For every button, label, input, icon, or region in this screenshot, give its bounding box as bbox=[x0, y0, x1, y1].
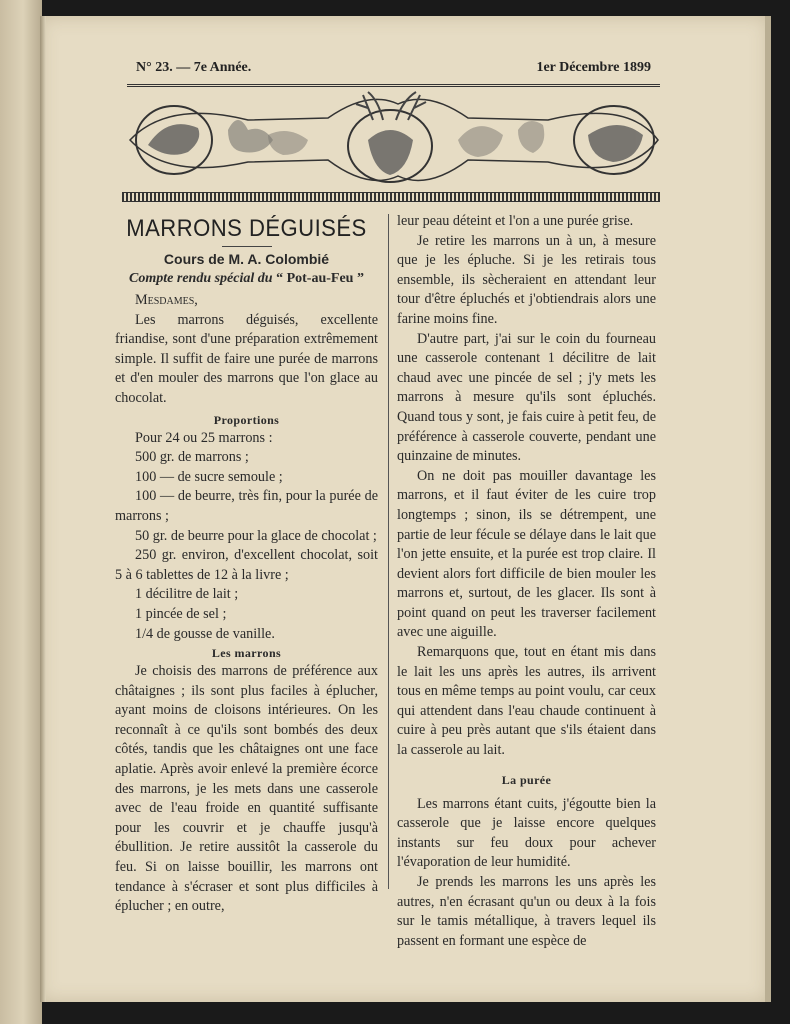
proportion-item: 500 gr. de marrons ; bbox=[135, 449, 249, 466]
column-divider bbox=[388, 214, 389, 889]
right-column bbox=[397, 212, 656, 951]
title-underline bbox=[222, 246, 272, 247]
article-title: MARRONS DÉGUISÉS bbox=[126, 215, 367, 242]
continuation-paragraph: leur peau déteint et l'on a une purée grise. bbox=[397, 213, 634, 229]
proportion-item: 1 pincée de sel ; bbox=[135, 605, 227, 622]
header-rule bbox=[127, 84, 660, 87]
proportion-item: 1 décilitre de lait ; bbox=[135, 586, 239, 603]
paragraph: Je prends les marrons les uns après les autres, n'en écrasant qu'un ou deux à la fois sur le tamis métallique, à travers lequel ils passent en formant une espèce de bbox=[397, 874, 656, 949]
page-header bbox=[136, 60, 651, 80]
report-label: Compte rendu spécial du bbox=[129, 271, 273, 286]
report-credit bbox=[115, 269, 378, 289]
proportion-item: 1/4 de gousse de vanille. bbox=[135, 625, 275, 642]
marrons-paragraph: Je choisis des marrons de préférence aux châtaignes ; ils sont plus faciles à éplucher, ayant moins de cloisons intérieures. On les reconnaît à ce qu'ils sont bombés des deux côtés, tandis que les châtaignes ont une face aplatie. Après avoir enlevé la première écorce des marrons, je les mets dans une casserole avec de l'eau froide en quantité suffisante pour les couvrir et je chauffe jusqu'à ébullition. Je retire aussitôt la casserole du feu. Si on laisse bouillir, les marrons ont tendance à s'écraser et sont plus difficiles à éplucher ; en outre, bbox=[115, 663, 378, 915]
proportion-item: 100 — de beurre, très fin, pour la purée de marrons ; bbox=[115, 488, 378, 524]
report-source: “ Pot-au-Feu ” bbox=[276, 271, 364, 286]
issue-date: 1er Décembre 1899 bbox=[536, 60, 651, 75]
puree-heading: La purée bbox=[501, 772, 552, 787]
salutation: Mesdames, bbox=[135, 292, 198, 308]
paragraph: Je retire les marrons un à un, à mesure que je les épluche. Si je les retirais tous ensemble, ils sècheraient en attendant leur tour d'être épluchés et j'obtiendrais alors une farine moins fine. bbox=[397, 232, 656, 327]
proportions-heading: Proportions bbox=[213, 412, 280, 427]
banner-rule bbox=[122, 192, 660, 202]
paragraph: On ne doit pas mouiller davantage les marrons, et il faut éviter de les cuire trop longtemps ; sinon, ils se détrempent, une partie de leur fécule se délaye dans le lait que l'on jette ensuite, et la purée est trop claire. Il devient alors fort difficile de bien mouler les marrons et, surtout, de les glacer. Ils sont à point quand on peut les traverser facilement avec une aiguille. bbox=[397, 467, 656, 641]
marrons-heading: Les marrons bbox=[211, 646, 282, 661]
paragraph: Remarquons que, tout en étant mis dans le lait les uns après les autres, ils arrivent tous en même temps au point voulu, car ceux qui attendent dans l'eau chaude continuent à cuire à peu près autant que s'ils étaient dans la casserole au lait. bbox=[397, 644, 656, 759]
paragraph: D'autre part, j'ai sur le coin du fourneau une casserole contenant 1 décilitre de lait chaud avec une pincée de sel ; j'y mets les marrons à mesure qu'ils sont épluchés. Quand tous y sont, je fais cuire à petit feu, de préférence à casserole couverte, pendant une quinzaine de minutes. bbox=[397, 330, 656, 465]
scan-background-left bbox=[0, 0, 42, 1024]
proportion-item: 100 — de sucre semoule ; bbox=[135, 468, 283, 485]
proportion-item: 250 gr. environ, d'excellent chocolat, soit 5 à 6 tablettes de 12 à la livre ; bbox=[115, 547, 378, 583]
paragraph: Les marrons étant cuits, j'égoutte bien la casserole que je laisse encore quelques instants sur feu doux pour achever l'évaporation de leur humidité. bbox=[397, 795, 656, 871]
left-column bbox=[115, 212, 378, 917]
proportion-item: Pour 24 ou 25 marrons : bbox=[135, 429, 273, 446]
course-credit: Cours de M. A. Colombié bbox=[163, 251, 330, 267]
issue-number: N° 23. — 7e Année. bbox=[136, 60, 252, 75]
page-right-edge bbox=[765, 16, 771, 1002]
intro-paragraph: Les marrons déguisés, excellente friandise, sont d'une préparation extrêmement simple. Il suffit de faire une purée de marrons et d'en mouler des marrons que l'on glace au chocolat. bbox=[115, 311, 378, 406]
game-banner-illustration bbox=[128, 90, 660, 190]
proportion-item: 50 gr. de beurre pour la glace de chocolat ; bbox=[135, 527, 377, 544]
page-binding-shadow bbox=[40, 16, 46, 1002]
